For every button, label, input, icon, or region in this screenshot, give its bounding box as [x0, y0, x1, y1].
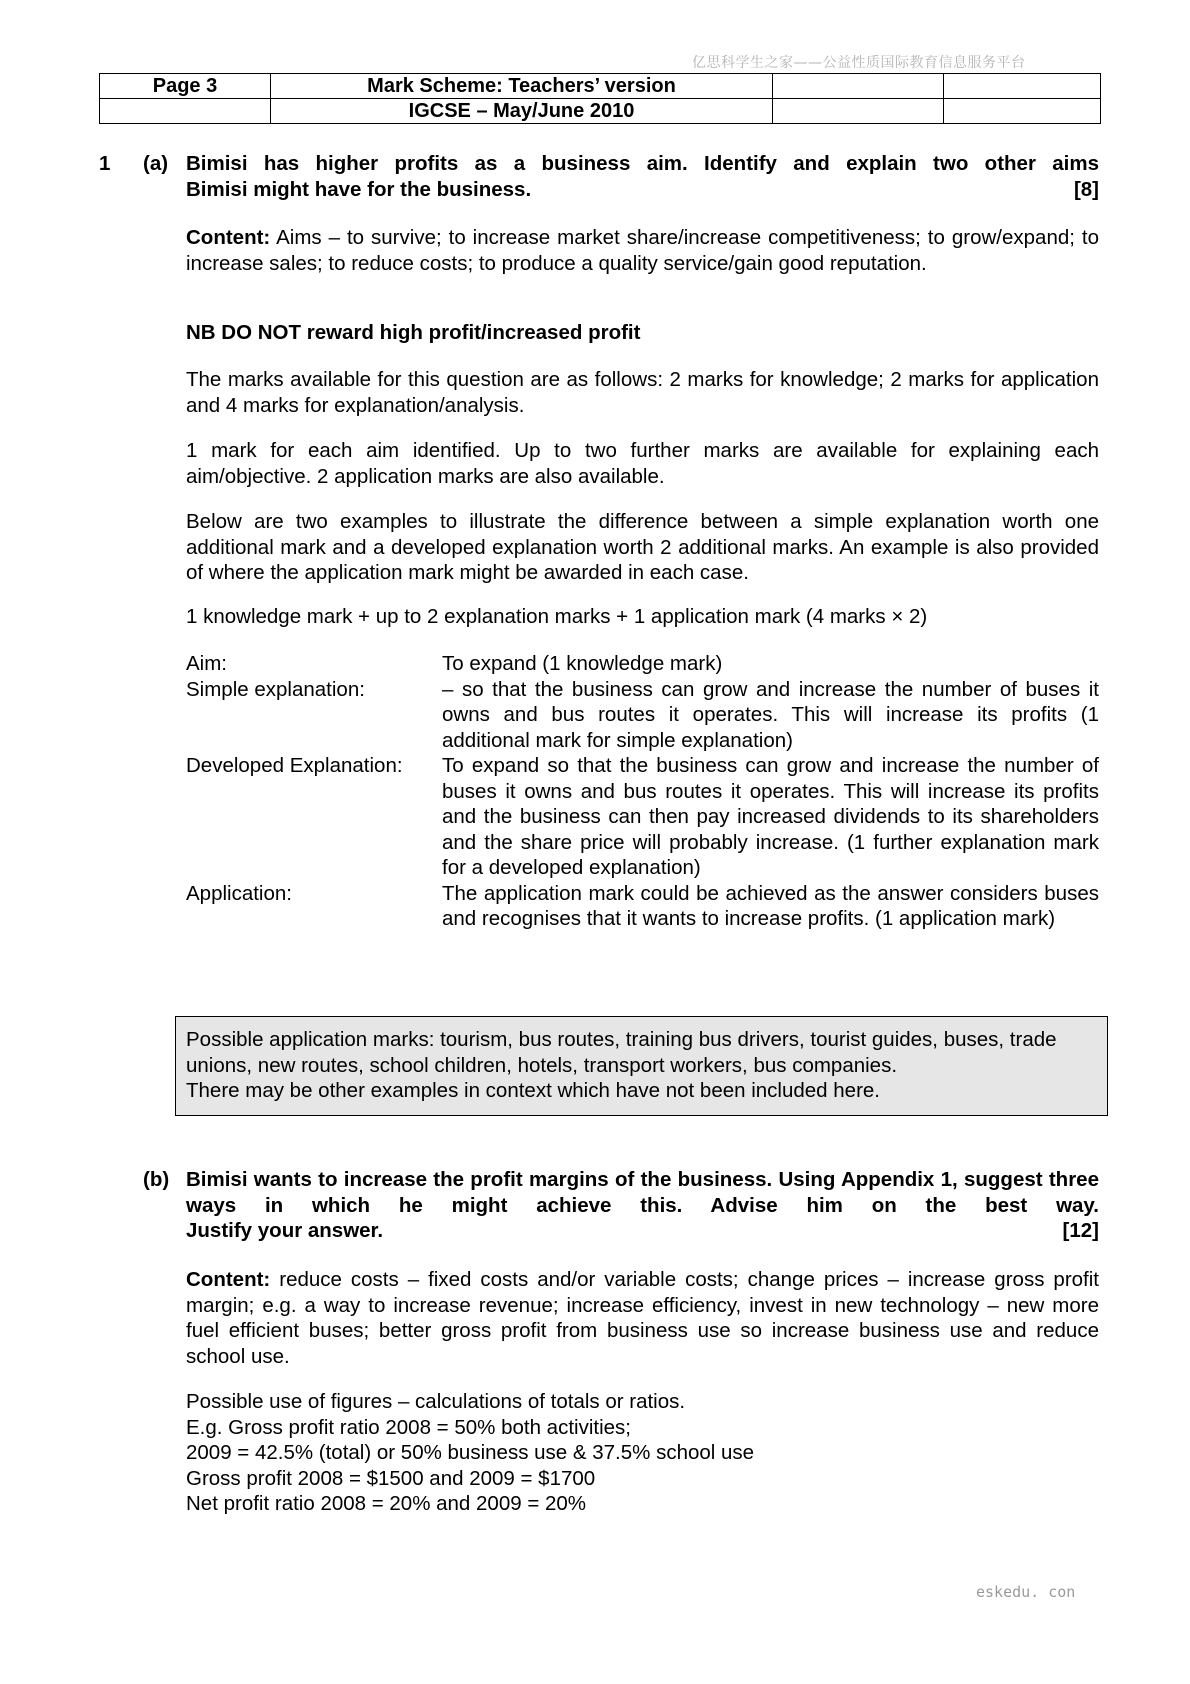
- example-label: Application:: [186, 881, 292, 905]
- application-marks-text: Possible application marks: tourism, bus routes, training bus drivers, tourist guides, buses, trade unions, new routes, school children, hotels, transport workers, bus companies.: [186, 1028, 1057, 1077]
- figures-line: 2009 = 42.5% (total) or 50% business use & 37.5% school use: [186, 1441, 755, 1464]
- part-b-label: (b): [143, 1168, 170, 1191]
- header-empty-cell: [773, 99, 944, 124]
- mark-formula: 1 knowledge mark + up to 2 explanation marks + 1 application mark (4 marks × 2): [186, 605, 928, 628]
- example-text: To expand so that the business can grow and increase the number of buses it owns and bus routes it operates. This will increase its profits and the business can then pay increased dividends to its shareholders and the share price will probably increase. (1 further explanation mark for a developed explanation): [442, 754, 1099, 879]
- examples-paragraph: Below are two examples to illustrate the difference between a simple explanation worth one additional mark and a developed explanation worth 2 additional marks. An example is also provided of where the application mark might be awarded in each case.: [186, 510, 1099, 584]
- figures-line: Net profit ratio 2008 = 20% and 2009 = 20%: [186, 1492, 587, 1515]
- figures-line: Gross profit 2008 = $1500 and 2009 = $1700: [186, 1466, 596, 1490]
- question-1b: [186, 1167, 1099, 1244]
- header-table: [99, 73, 1101, 124]
- example-text: The application mark could be achieved as the answer considers buses and recognises that it wants to increase profits. (1 application mark): [442, 881, 1099, 930]
- example-text: To expand (1 knowledge mark): [442, 652, 723, 675]
- question-1a-line1: Bimisi has higher profits as a business aim. Identify and explain two other aims: [186, 152, 1099, 175]
- example-label: Aim:: [186, 652, 227, 675]
- header-empty-cell: [944, 99, 1101, 124]
- application-marks-note: There may be other examples in context which have not been included here.: [186, 1079, 880, 1102]
- figures-line: Possible use of figures – calculations of totals or ratios.: [186, 1390, 686, 1413]
- question-1b-lines: Bimisi wants to increase the profit margins of the business. Using Appendix 1, suggest three ways in which he might achieve this. Advise him on the best way.: [186, 1168, 1099, 1217]
- question-1a-line2: Bimisi might have for the business.: [186, 177, 532, 201]
- content-1b: [186, 1267, 1099, 1369]
- example-label: Developed Explanation:: [186, 754, 403, 777]
- page-number: Page 3: [100, 74, 271, 99]
- marks-available-paragraph: The marks available for this question are as follows: 2 marks for knowledge; 2 marks for application and 4 marks for explanation/analysis.: [186, 368, 1099, 417]
- mark-scheme-title: Mark Scheme: Teachers’ version: [271, 74, 773, 99]
- part-a-label: (a): [143, 152, 169, 175]
- exam-title: IGCSE – May/June 2010: [271, 99, 773, 124]
- content-label: Content:: [186, 1268, 271, 1291]
- aim-marks-paragraph: 1 mark for each aim identified. Up to two further marks are available for explaining each aim/objective. 2 application marks are also available.: [186, 439, 1099, 488]
- question-1b-line3: Justify your answer.: [186, 1219, 384, 1242]
- watermark-top: 亿思科学生之家——公益性质国际教育信息服务平台: [692, 55, 1026, 71]
- figures-line: E.g. Gross profit ratio 2008 = 50% both activities;: [186, 1415, 631, 1439]
- header-empty-cell: [944, 74, 1101, 99]
- marks-1a: [8]: [1073, 177, 1099, 201]
- question-number: 1: [99, 152, 111, 175]
- header-empty-cell: [773, 74, 944, 99]
- content-label: Content:: [186, 226, 271, 249]
- header-empty-cell: [100, 99, 271, 124]
- watermark-bottom: eskedu. con: [976, 1583, 1076, 1601]
- content-text: Aims – to survive; to increase market share/increase competitiveness; to grow/expand; to increase sales; to reduce costs; to produce a quality service/gain good reputation.: [186, 226, 1099, 275]
- example-text: – so that the business can grow and increase the number of buses it owns and bus routes it operates. This will increase its profits (1 additional mark for simple explanation): [442, 677, 1099, 752]
- content-1a: [186, 225, 1099, 276]
- question-1a: [186, 151, 1099, 202]
- figures-list: [186, 1389, 1099, 1517]
- content-text: reduce costs – fixed costs and/or variable costs; change prices – increase gross profit margin; e.g. a way to increase revenue; increase efficiency, invest in new technology – new more fuel efficient buses; better gross profit from business use so increase business use and reduce school use.: [186, 1268, 1099, 1368]
- application-marks-box: [175, 1016, 1108, 1116]
- nb-note: NB DO NOT reward high profit/increased profit: [186, 321, 641, 344]
- example-label: Simple explanation:: [186, 677, 365, 701]
- marks-1b: [12]: [1062, 1219, 1099, 1242]
- example-table: [186, 651, 1099, 932]
